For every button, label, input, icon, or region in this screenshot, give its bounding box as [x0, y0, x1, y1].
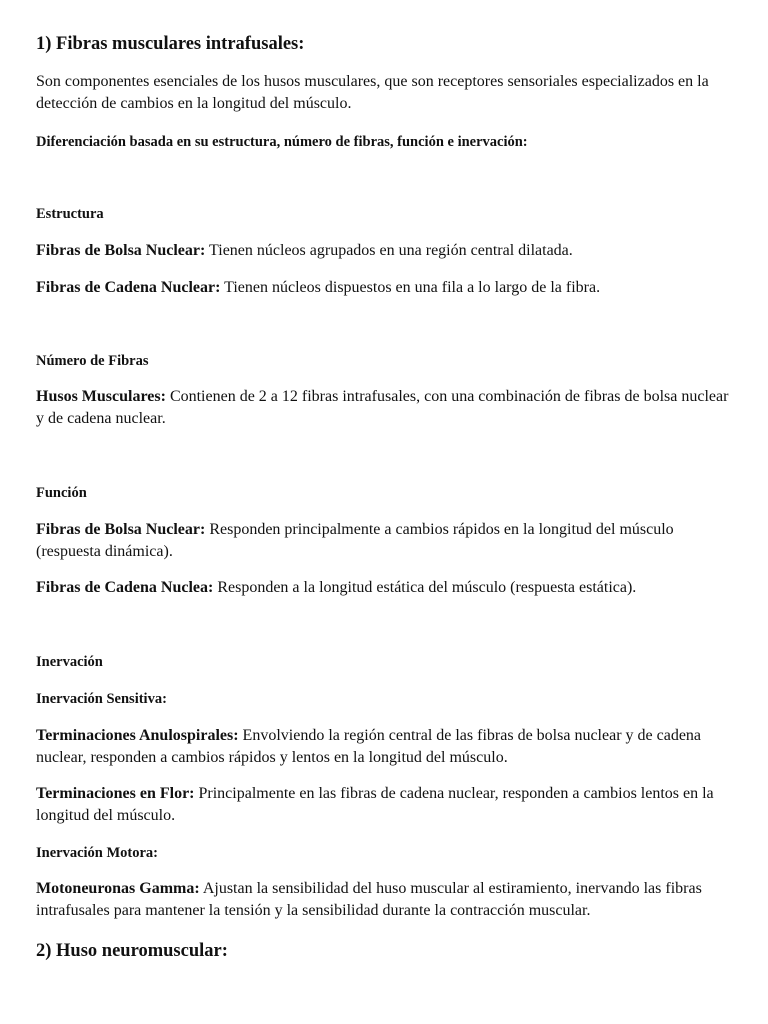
intro-paragraph: Son componentes esenciales de los husos musculares, que son receptores sensoriales especializados en la detección de cambios en la longitud del músculo. [36, 73, 709, 112]
term-description: Responden principalmente a cambios rápidos en la longitud del músculo (respuesta dinámica). [36, 521, 674, 560]
term-label: Fibras de Bolsa Nuclear: [36, 242, 206, 259]
term-label: Fibras de Cadena Nuclea: [36, 579, 214, 596]
term-description: Ajustan la sensibilidad del huso muscular al estiramiento, inervando las fibras intrafusales para mantener la tensión y la sensibilidad durante la contracción muscular. [36, 880, 702, 919]
estructura-item-bolsa [36, 240, 736, 262]
term-description: Envolviendo la región central de las fibras de bolsa nuclear y de cadena nuclear, responden a cambios rápidos y lentos en la longitud del músculo. [36, 727, 702, 766]
term-label: Fibras de Bolsa Nuclear: [36, 521, 206, 538]
term-description: Principalmente en las fibras de cadena nuclear, responden a cambios lentos en la longitud del músculo. [36, 785, 714, 824]
inervacion-heading: Inervación [36, 654, 103, 670]
section-2-heading: 2) Huso neuromuscular: [36, 941, 228, 961]
term-description: Tienen núcleos dispuestos en una fila a lo largo de la fibra. [220, 279, 601, 296]
term-description: Responden a la longitud estática del músculo (respuesta estática). [213, 579, 637, 596]
term-label: Fibras de Cadena Nuclear: [36, 279, 221, 296]
term-description: Tienen núcleos agrupados en una región central dilatada. [205, 242, 573, 259]
estructura-heading: Estructura [36, 206, 104, 222]
term-label: Terminaciones Anulospirales: [36, 727, 239, 744]
funcion-item-cadena [36, 577, 736, 599]
inervacion-sensitiva-heading: Inervación Sensitiva: [36, 691, 167, 707]
differentiation-heading: Diferenciación basada en su estructura, número de fibras, función e inervación: [36, 134, 528, 150]
section-1-heading: 1) Fibras musculares intrafusales: [36, 34, 305, 54]
numero-item-husos [36, 386, 736, 430]
funcion-item-bolsa [36, 519, 736, 563]
funcion-heading: Función [36, 485, 87, 501]
inervacion-motora-heading: Inervación Motora: [36, 845, 159, 861]
term-label: Husos Musculares: [36, 388, 166, 405]
term-description: Contienen de 2 a 12 fibras intrafusales, con una combinación de fibras de bolsa nuclear y de cadena nuclear. [36, 388, 729, 427]
term-label: Terminaciones en Flor: [36, 785, 195, 802]
motora-item-gamma [36, 878, 736, 922]
estructura-item-cadena [36, 277, 736, 299]
sensitiva-item-anulospirales [36, 725, 736, 769]
term-label: Motoneuronas Gamma: [36, 880, 200, 897]
numero-heading: Número de Fibras [36, 353, 149, 369]
sensitiva-item-flor [36, 783, 736, 827]
